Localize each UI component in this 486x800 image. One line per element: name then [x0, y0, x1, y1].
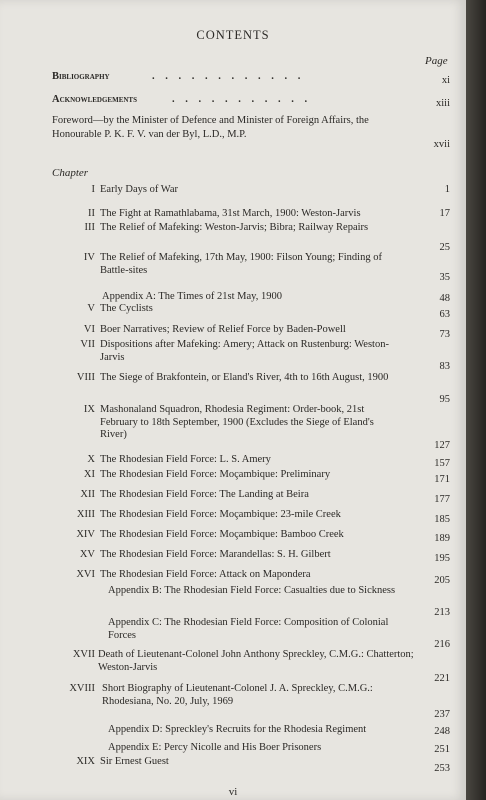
page-number: 221: [434, 673, 450, 684]
chapter-column-heading: Chapter: [52, 167, 89, 179]
chapter-number: XI: [83, 469, 95, 480]
chapter-number: XV: [79, 549, 95, 560]
chapter-number: XII: [80, 489, 95, 500]
page-number: 171: [434, 474, 450, 485]
entry-title: The Relief of Mafeking: Weston-Jarvis; Bibra; Railway Repairs: [100, 222, 369, 233]
chapter-number: VI: [83, 324, 95, 335]
page-number: 216: [434, 639, 450, 650]
entry-title: The Rhodesian Field Force: Moçambique: 23-mile Creek: [100, 509, 341, 520]
chapter-number: VIII: [76, 372, 95, 383]
page-column-heading: Page: [425, 55, 448, 67]
page-number: 157: [434, 458, 450, 469]
entry-title: Early Days of War: [100, 184, 178, 195]
page-number: xvii: [433, 139, 450, 150]
entry-title: Appendix D: Spreckley's Recruits for the Rhodesia Regiment: [108, 724, 367, 735]
front-matter-item: Bibliography . . . . . . . . . . . . xi: [52, 71, 450, 86]
entry-title: Appendix B: The Rhodesian Field Force: Casualties due to Sickness: [108, 585, 396, 596]
book-edge: [466, 0, 486, 800]
entry-title: Mashonaland Squadron, Rhodesia Regiment: Order-book, 21st February to 18th September, 1900 (Excludes the Siege of Eland's River): [100, 404, 374, 440]
page-number: 177: [434, 494, 450, 505]
page-number: 83: [439, 361, 450, 372]
entry-title: The Cyclists: [100, 303, 153, 314]
page-number: 127: [434, 440, 450, 451]
entry-title: Death of Lieutenant-Colonel John Anthony Spreckley, C.M.G.: Chatterton; Weston-Jarvis: [98, 649, 414, 673]
page-number: 248: [434, 726, 450, 737]
page-number: xiii: [435, 98, 450, 109]
page-number: 195: [434, 553, 450, 564]
front-matter-label: Acknowledgements: [52, 94, 137, 105]
entry-title: Appendix C: The Rhodesian Field Force: Composition of Colonial Forces: [108, 617, 389, 641]
chapter-number: XIII: [76, 509, 95, 520]
entry-title: Boer Narratives; Review of Relief Force by Baden-Powell: [100, 324, 346, 335]
page-number: xi: [441, 75, 450, 86]
chapter-number: XIV: [76, 529, 95, 540]
entry-title: Appendix E: Percy Nicolle and His Boer Prisoners: [108, 742, 322, 753]
entry-title: The Rhodesian Field Force: The Landing at Beira: [100, 489, 309, 500]
entry-title: The Siege of Brakfontein, or Eland's River, 4th to 16th August, 1900: [100, 372, 389, 383]
chapter-number: II: [88, 208, 95, 219]
front-matter-item: Acknowledgements . . . . . . . . . . . xiii: [52, 94, 450, 109]
page-number: 95: [439, 394, 450, 405]
page-number: 205: [434, 575, 450, 586]
chapter-number: XVII: [72, 649, 95, 660]
page-number: 213: [434, 607, 450, 618]
chapter-number: IV: [83, 252, 95, 263]
chapter-number: I: [91, 184, 95, 195]
page-number: 17: [439, 208, 450, 219]
entry-title: The Rhodesian Field Force: Marandellas: S. H. Gilbert: [100, 549, 331, 560]
chapter-number: X: [87, 454, 95, 465]
chapter-number: XVIII: [69, 683, 95, 694]
chapter-number: XIX: [76, 756, 95, 767]
entry-title: Appendix A: The Times of 21st May, 1900: [102, 291, 282, 302]
page-number: 25: [439, 242, 450, 253]
page-number: 237: [434, 709, 450, 720]
entry-title: Dispositions after Mafeking: Amery; Attack on Rustenburg: Weston-Jarvis: [100, 339, 389, 363]
entry-title: The Rhodesian Field Force: Moçambique: Preliminary: [100, 469, 331, 480]
chapter-number: VII: [80, 339, 95, 350]
folio: vi: [228, 786, 238, 798]
page-number: 73: [439, 329, 450, 340]
entry-title: Sir Ernest Guest: [100, 756, 169, 767]
page-number: 189: [434, 533, 450, 544]
chapter-number: V: [87, 303, 95, 314]
page-title: CONTENTS: [196, 28, 270, 42]
chapter-number: III: [84, 222, 95, 233]
entry-title: The Rhodesian Field Force: L. S. Amery: [100, 454, 271, 465]
front-matter-label: Bibliography: [52, 71, 110, 82]
page-number: 185: [434, 514, 450, 525]
front-matter-item: [52, 114, 450, 150]
page-number: 253: [434, 763, 450, 774]
page-number: 1: [444, 184, 450, 195]
entry-title: The Relief of Mafeking, 17th May, 1900: Filson Young; Finding of Battle-sites: [100, 252, 382, 276]
entry-title: Short Biography of Lieutenant-Colonel J. A. Spreckley, C.M.G.: Rhodesiana, No. 20, July, 1969: [102, 683, 373, 707]
page-number: 35: [439, 272, 450, 283]
page-number: 48: [439, 293, 450, 304]
entry-title: The Fight at Ramathlabama, 31st March, 1900: Weston-Jarvis: [100, 208, 361, 219]
front-matter-label: Foreword—by the Minister of Defence and Minister of Foreign Affairs, the Honourable P. K. F. V. van der Byl, L.D., M.P.: [52, 115, 369, 140]
chapter-number: XVI: [76, 569, 95, 580]
page-number: 63: [439, 309, 450, 320]
entry-title: The Rhodesian Field Force: Moçambique: Bamboo Creek: [100, 529, 344, 540]
page-number: 251: [434, 744, 450, 755]
entry-title: The Rhodesian Field Force: Attack on Mapondera: [100, 569, 311, 580]
chapter-number: IX: [83, 404, 95, 415]
